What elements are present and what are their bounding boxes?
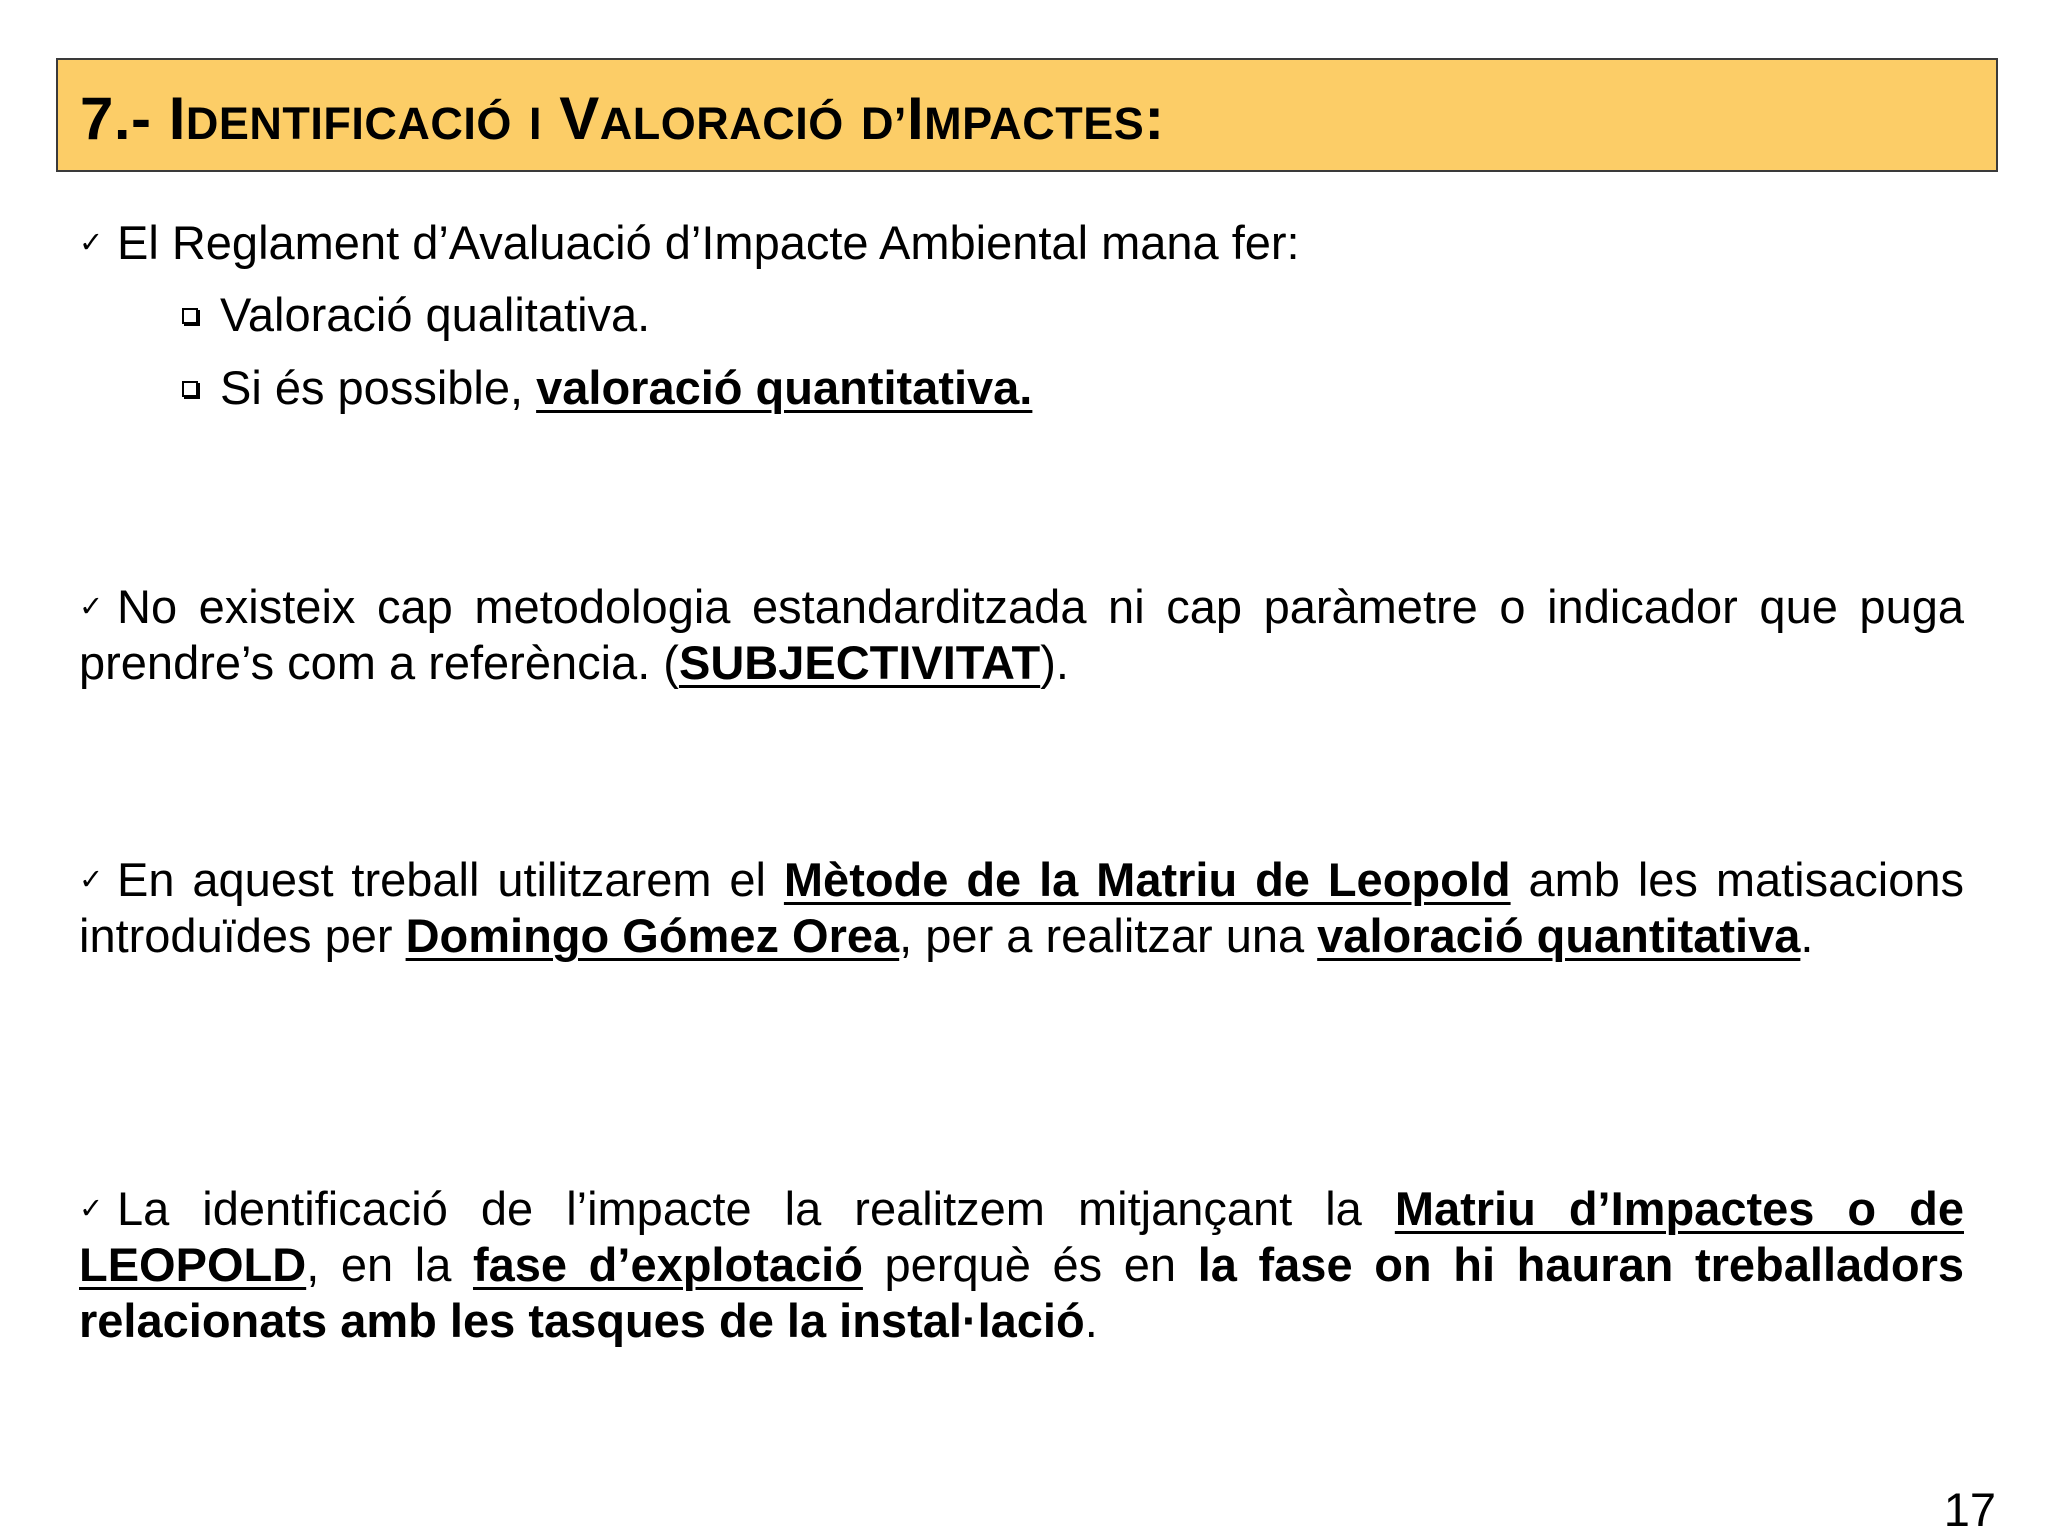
paragraph-leopold-text-4: . xyxy=(1800,909,1814,962)
sub-bullet-quantitativa xyxy=(182,360,1032,416)
paragraph-subjectivitat-text-1: No existeix cap metodologia estandarditzada ni cap paràmetre o indicador que puga prendre’s com a referència. ( xyxy=(79,580,1964,689)
paragraph-subjectivitat-emphasis: SUBJECTIVITAT xyxy=(678,636,1041,689)
shadowed-square-icon xyxy=(182,308,198,324)
sub-bullet-qualitativa-text: Valoració qualitativa. xyxy=(220,288,651,341)
paragraph-subjectivitat-text-2: ). xyxy=(1040,636,1069,689)
paragraph-identificacio-text-1: La identificació de l’impacte la realitzem mitjançant la xyxy=(117,1182,1395,1235)
sub-bullet-quantitativa-emphasis: valoració quantitativa. xyxy=(536,361,1033,414)
paragraph-identificacio-text-4: . xyxy=(1084,1294,1098,1347)
title-number: 7.- xyxy=(80,85,169,152)
shadowed-square-icon xyxy=(182,381,198,397)
checkmark-icon: ✓ xyxy=(79,1191,104,1225)
title-word-1-initial: I xyxy=(168,85,186,152)
paragraph-leopold-method-name: Mètode de la Matriu de Leopold xyxy=(783,853,1511,906)
title-word-4-prefix: D’ xyxy=(860,98,907,149)
page-number: 17 xyxy=(1943,1483,1996,1536)
title-word-3-rest: ALORACIÓ xyxy=(599,98,844,149)
checkmark-icon: ✓ xyxy=(79,225,104,259)
title-word-3-initial: V xyxy=(559,85,600,152)
title-word-2: I xyxy=(529,98,543,149)
paragraph-leopold-text-2: amb les matisacions introduïdes per xyxy=(79,853,1964,962)
title-word-1-rest: DENTIFICACIÓ xyxy=(185,98,512,149)
title-word-4-initial: I xyxy=(906,85,925,152)
bullet-reglament xyxy=(79,214,1300,271)
paragraph-leopold-method xyxy=(79,851,1964,964)
paragraph-leopold-valoracio: valoració quantitativa xyxy=(1317,909,1801,962)
bullet-reglament-text: El Reglament d’Avaluació d’Impacte Ambiental mana fer: xyxy=(117,216,1300,269)
paragraph-identificacio-phase: fase d’explotació xyxy=(472,1238,863,1291)
checkmark-icon: ✓ xyxy=(79,589,104,623)
paragraph-identificacio-matrix: Matriu d’Impactes o de LEOPOLD xyxy=(79,1182,1964,1291)
sub-bullet-qualitativa xyxy=(182,287,650,343)
paragraph-identificacio-emphasis: la fase on hi hauran treballadors relacionats amb les tasques de la instal·lació xyxy=(79,1238,1964,1347)
slide-title xyxy=(80,86,1165,157)
title-word-4-rest: MPACTES xyxy=(924,98,1145,149)
paragraph-leopold-author: Domingo Gómez Orea xyxy=(405,909,900,962)
paragraph-subjectivitat xyxy=(79,578,1964,691)
title-banner xyxy=(56,58,1998,172)
paragraph-leopold-text-3: , per a realitzar una xyxy=(899,909,1318,962)
sub-bullet-quantitativa-pre: Si és possible, xyxy=(220,361,537,414)
paragraph-identificacio-text-2: , en la xyxy=(306,1238,473,1291)
paragraph-identificacio xyxy=(79,1180,1964,1349)
paragraph-leopold-text-1: En aquest treball utilitzarem el xyxy=(117,853,784,906)
paragraph-identificacio-text-3: perquè és en xyxy=(862,1238,1198,1291)
checkmark-icon: ✓ xyxy=(79,862,104,896)
title-colon: : xyxy=(1144,85,1165,152)
